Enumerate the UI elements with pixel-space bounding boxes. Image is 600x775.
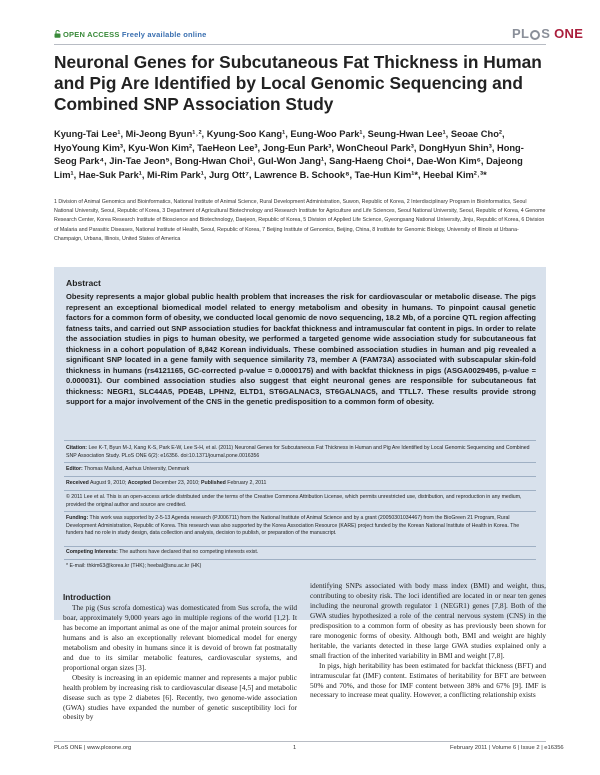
funding-text: This work was supported by 2-5-13 Agenda research (PJ006711) from the National Institute of Animal Science and by a grant (20050301034467) from the BioGreen 21 Program, Rural Development Administration, Republic of Korea. This research was also supported by the Korea Association Resource (KARE) project funded by the Korean National Institute of Health in Korea. The funders had no role in study design, data collection and analysis, decision to publish, or preparation of the manuscript. — [66, 515, 520, 536]
article-title: Neuronal Genes for Subcutaneous Fat Thickness in Human and Pig Are Identified by Local Genomic Sequencing and Combined SNP Association Study — [54, 52, 542, 114]
funding-line — [66, 515, 536, 538]
received-date: August 9, 2010; — [89, 480, 127, 486]
open-label: OPEN — [63, 30, 86, 39]
freely-available-label: Freely available online — [121, 30, 207, 39]
competing-label: Competing Interests: — [66, 549, 118, 555]
logo-plos-text: PL — [512, 26, 530, 41]
footer-page-number: 1 — [293, 745, 297, 751]
intro-paragraph: Obesity is increasing in an epidemic manner and represents a major public health problem by increasing risk to cardiovascular disease [4,5] and metabolic disease such as type 2 diabetes [6]. Recently, two genome-wide association (GWA) studies have expanded the number of genetic susceptibility loci for obesity by — [63, 672, 297, 722]
intro-left-column — [63, 603, 297, 722]
dates-line — [66, 480, 536, 488]
editor-text: Thomas Mailund, Aarhus University, Denmark — [84, 466, 190, 472]
meta-divider-3 — [64, 490, 536, 491]
intro-paragraph: identifying SNPs associated with body mass index (BMI) and weight, thus, contributing to obesity risk. The loci identified are located in or near ten genes including the neuronal growth regulator 1 (NEGR1) genes [7,8]. Both of the GWA studies hypothesized a role of the central nervous system (CNS) in the predisposition to a common form of obesity as has previously been shown for rare monogenic forms of obesity. Although both, BMI and weight are highly heritable, the variants detected in these large GWA studies explained only a small fraction of the inherited variability in BMI and weight [7,8]. — [310, 581, 546, 660]
intro-paragraph: The pig (Sus scrofa domestica) was domesticated from Sus scrofa, the wild boar, approximately 9,000 years ago in multiple regions of the world [1,2]. It has become an important animal as one of the major animal protein sources for humans and is also an exceptionally relevant biomedical model for energy metabolism and obesity in humans since it is devoid of brown fat postnatally and due to its similar metabolic features, cardiovascular systems, and proportional organ sizes [3]. — [63, 603, 297, 672]
meta-divider-5 — [64, 546, 536, 547]
intro-paragraph: In pigs, high heritability has been estimated for backfat thickness (BFT) and intramuscular fat (IMF) content. Estimates of heritability for BFT are between 50% and 70%, and those for IMF content between 38% and 67% [9]. IMF is necessary to increase meat quality. However, a conflicting relationship exists — [310, 660, 546, 700]
open-access-badge — [54, 30, 206, 39]
footer-journal: PLoS ONE | www.plosone.org — [54, 745, 132, 751]
intro-right-column — [310, 581, 546, 700]
footer-issue: February 2011 | Volume 6 | Issue 2 | e16356 — [450, 745, 564, 751]
citation-label: Citation: — [66, 445, 88, 451]
abstract-heading: Abstract — [66, 278, 101, 288]
funding-label: Funding: — [66, 515, 89, 521]
introduction-heading: Introduction — [63, 593, 111, 602]
citation-text: Lee K-T, Byun M-J, Kang K-S, Park E-W, Lee S-H, et al. (2011) Neuronal Genes for Subcutaneous Fat Thickness in Human and Pig Are Identified by Local Genomic Sequencing and Combined SNP Association Study. PLoS ONE 6(2): e16356. doi:10.1371/journal.pone.0016356 — [66, 445, 530, 459]
plos-one-logo — [512, 26, 583, 41]
logo-s-text: S — [541, 26, 551, 41]
editor-label: Editor: — [66, 466, 83, 472]
affiliations: 1 Division of Animal Genomics and Bioinformatics, National Institute of Animal Science, Rural Development Administration, Suwon, Republic of Korea, 2 Interdisciplinary Program in Bioinformatics, Seoul National University, Seoul, Republic of Korea, 3 Department of Agricultural Biotechnology and Research Institute for Agriculture and Life Sciences, Seoul National University, Seoul, Republic of Korea, 4 Genome Research Center, Korea Research Institute of Bioscience and Biotechnology, Daejeon, Republic of Korea, 5 Division of Applied Life Science, Gyeongsang National University, Jinju, Republic of Korea, 6 Division of Malaria and Parasitic Diseases, National Institute of Health, Seoul, Republic of Korea, 7 Beijing Institute of Genomics, Beijing, China, 8 Institute for Genomic Biology, University of Illinois at Urbana-Champaign, Urbana, Illinois, United States of America — [54, 199, 546, 242]
abstract-divider — [64, 440, 536, 441]
editor-line — [66, 466, 536, 474]
accepted-label: Accepted — [127, 480, 152, 486]
citation-line — [66, 445, 536, 460]
meta-divider-6 — [64, 559, 536, 560]
meta-divider-4 — [64, 511, 536, 512]
email-line: * E-mail: thkim63@korea.kr (THK); heebal@snu.ac.kr (HK) — [66, 563, 202, 569]
published-label: Published — [201, 480, 226, 486]
author-list: Kyung-Tai Lee¹, Mi-Jeong Byun¹˒², Kyung-Soo Kang¹, Eung-Woo Park¹, Seung-Hwan Lee¹, Seoae Cho², HyoYoung Kim³, Kyu-Won Kim², TaeHeon Lee³, Jong-Eun Park³, WonCheoul Park³, DongHyun Shin³, Hong-Seog Park⁴, Jin-Tae Jeon⁵, Bong-Hwan Choi¹, Gul-Won Jang¹, Sang-Haeng Choi⁴, Dae-Won Kim⁶, Dajeong Lim¹, Hae-Suk Park¹, Mi-Rim Park¹, Jurg Ott⁷, Lawrence B. Schook⁸, Tae-Hun Kim¹*, Heebal Kim²˒³* — [54, 129, 524, 180]
published-date: February 2, 2011 — [227, 480, 267, 486]
competing-interests-line — [66, 549, 536, 557]
competing-text: The authors have declared that no competing interests exist. — [119, 549, 259, 555]
logo-o-circle-icon — [530, 30, 540, 40]
logo-one-text: ONE — [554, 26, 584, 41]
accepted-date: December 23, 2010; — [152, 480, 200, 486]
abstract-text: Obesity represents a major global public health problem that increases the risk for cardiovascular or metabolic disease. The pigs represent an exceptional biomedical model related to energy metabolism and obesity in humans. To pinpoint causal genetic factors for a common form of obesity, we conducted local genomic de novo sequencing, 18.2 Mb, of a porcine QTL region affecting fatness taits, and carried out SNP association studies for backfat thickness and intramuscular fat content in pigs. In order to relate the association studies in pigs to human obesity, we performed a targeted genome wide association study for subcutaneous fat thickness in a cohort population of 8,842 Korean individuals. These combined association studies in human and pig revealed a significant SNP located in a gene family with sequence similarity 73, member A (FAM73A) associated with subscapular skin-fold thickness in humans (rs4121165, GC-corrected p-value = 0.0000175) and with backfat thickness in pigs (ASGA0029495, p-value = 0.000031). Our combined association studies also suggest that eight neuronal genes are responsible for subcutaneous fat thickness: NEGR1, SLC44A5, PDE4B, LPHN2, ELTD1, ST6GALNAC3, ST6GALNAC5, and TTLL7. These results provide strong support for a major involvement of the CNS in the genetic predisposition to a common form of obesity. — [66, 292, 536, 406]
open-lock-icon — [54, 30, 61, 38]
header-rule — [54, 44, 546, 45]
access-label: ACCESS — [87, 30, 120, 39]
footer-rule — [54, 741, 546, 742]
meta-divider-2 — [64, 476, 536, 477]
copyright-line: © 2011 Lee et al. This is an open-access article distributed under the terms of the Creative Commons Attribution License, which permits unrestricted use, distribution, and reproduction in any medium, provided the original author and source are credited. — [66, 494, 522, 508]
received-label: Received — [66, 480, 89, 486]
meta-divider-1 — [64, 462, 536, 463]
